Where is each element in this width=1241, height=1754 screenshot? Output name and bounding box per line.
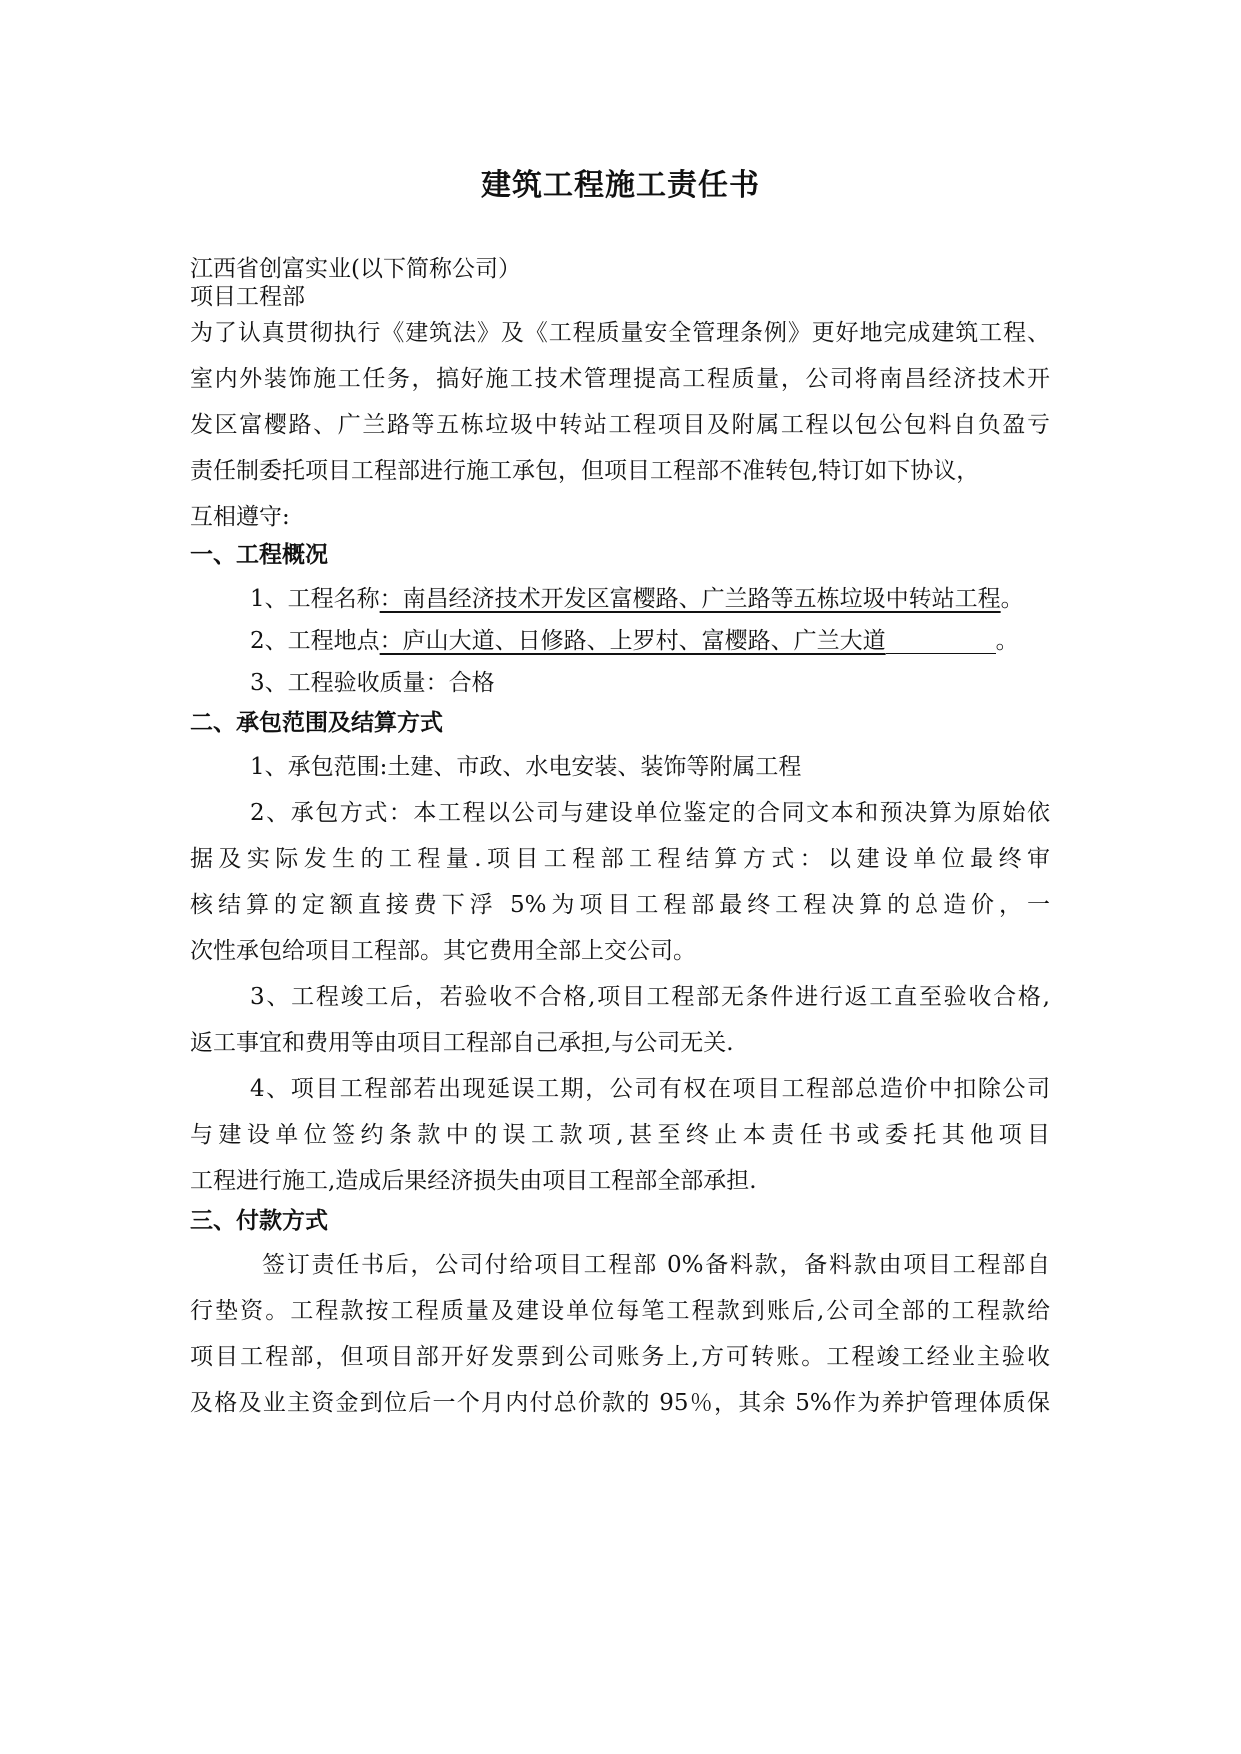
- project-location-value: ：庐山大道、日修路、上罗村、富樱路、广兰大道: [379, 628, 886, 654]
- scope-row: 1、承包范围:土建、市政、水电安装、装饰等附属工程: [250, 754, 802, 780]
- project-name-label: 1、工程名称: [250, 586, 380, 612]
- party-b: 项目工程部: [190, 284, 305, 310]
- method-line: 次性承包给项目工程部。其它费用全部上交公司。: [190, 938, 696, 964]
- project-name-row: [250, 584, 1024, 614]
- project-location-end: 。: [995, 628, 1019, 654]
- project-name-end: 。: [1000, 586, 1024, 612]
- payment-line: 行垫资。工程款按工程质量及建设单位每笔工程款到账后,公司全部的工程款给: [190, 1298, 1050, 1324]
- payment-line: 项目工程部，但项目部开好发票到公司账务上,方可转账。工程竣工经业主验收: [190, 1344, 1050, 1370]
- section-heading: 二、承包范围及结算方式: [190, 710, 443, 736]
- underline-blank: [886, 627, 996, 654]
- project-location-label: 2、工程地点: [250, 628, 380, 654]
- delay-line: 与建设单位签约条款中的误工款项,甚至终止本责任书或委托其他项目: [190, 1122, 1050, 1148]
- payment-line: 及格及业主资金到位后一个月内付总价款的 95％，其余 5%作为养护管理体质保: [190, 1390, 1050, 1416]
- payment-line: 签订责任书后，公司付给项目工程部 0%备料款，备料款由项目工程部自: [262, 1252, 1050, 1278]
- delay-line: 工程进行施工,造成后果经济损失由项目工程部全部承担.: [190, 1168, 757, 1194]
- method-line: 2、承包方式：本工程以公司与建设单位鉴定的合同文本和预决算为原始依: [250, 800, 1050, 826]
- delay-line: 4、项目工程部若出现延误工期，公司有权在项目工程部总造价中扣除公司: [250, 1076, 1050, 1102]
- intro-line: 发区富樱路、广兰路等五栋垃圾中转站工程项目及附属工程以包公包料自负盈亏: [190, 412, 1050, 438]
- party-a: 江西省创富实业(以下简称公司）: [190, 256, 521, 282]
- section-heading: 一、工程概况: [190, 542, 328, 568]
- project-location-row: [250, 626, 1019, 656]
- project-name-value: ：南昌经济技术开发区富樱路、广兰路等五栋垃圾中转站工程: [379, 586, 1001, 612]
- acceptance-line: 返工事宜和费用等由项目工程部自己承担,与公司无关.: [190, 1030, 734, 1056]
- intro-line: 互相遵守:: [190, 504, 290, 530]
- document-title: 建筑工程施工责任书: [481, 168, 760, 203]
- intro-line: 责任制委托项目工程部进行施工承包，但项目工程部不准转包,特订如下协议，: [190, 458, 980, 484]
- method-line: 据及实际发生的工程量.项目工程部工程结算方式：以建设单位最终审: [190, 846, 1050, 872]
- quality-row: 3、工程验收质量：合格: [250, 670, 495, 696]
- section-heading: 三、付款方式: [190, 1208, 328, 1234]
- method-line: 核结算的定额直接费下浮 5%为项目工程部最终工程决算的总造价，一: [190, 892, 1050, 918]
- intro-line: 室内外装饰施工任务，搞好施工技术管理提高工程质量，公司将南昌经济技术开: [190, 366, 1050, 392]
- intro-line: 为了认真贯彻执行《建筑法》及《工程质量安全管理条例》更好地完成建筑工程、: [190, 320, 1050, 346]
- acceptance-line: 3、工程竣工后，若验收不合格,项目工程部无条件进行返工直至验收合格,: [250, 984, 1050, 1010]
